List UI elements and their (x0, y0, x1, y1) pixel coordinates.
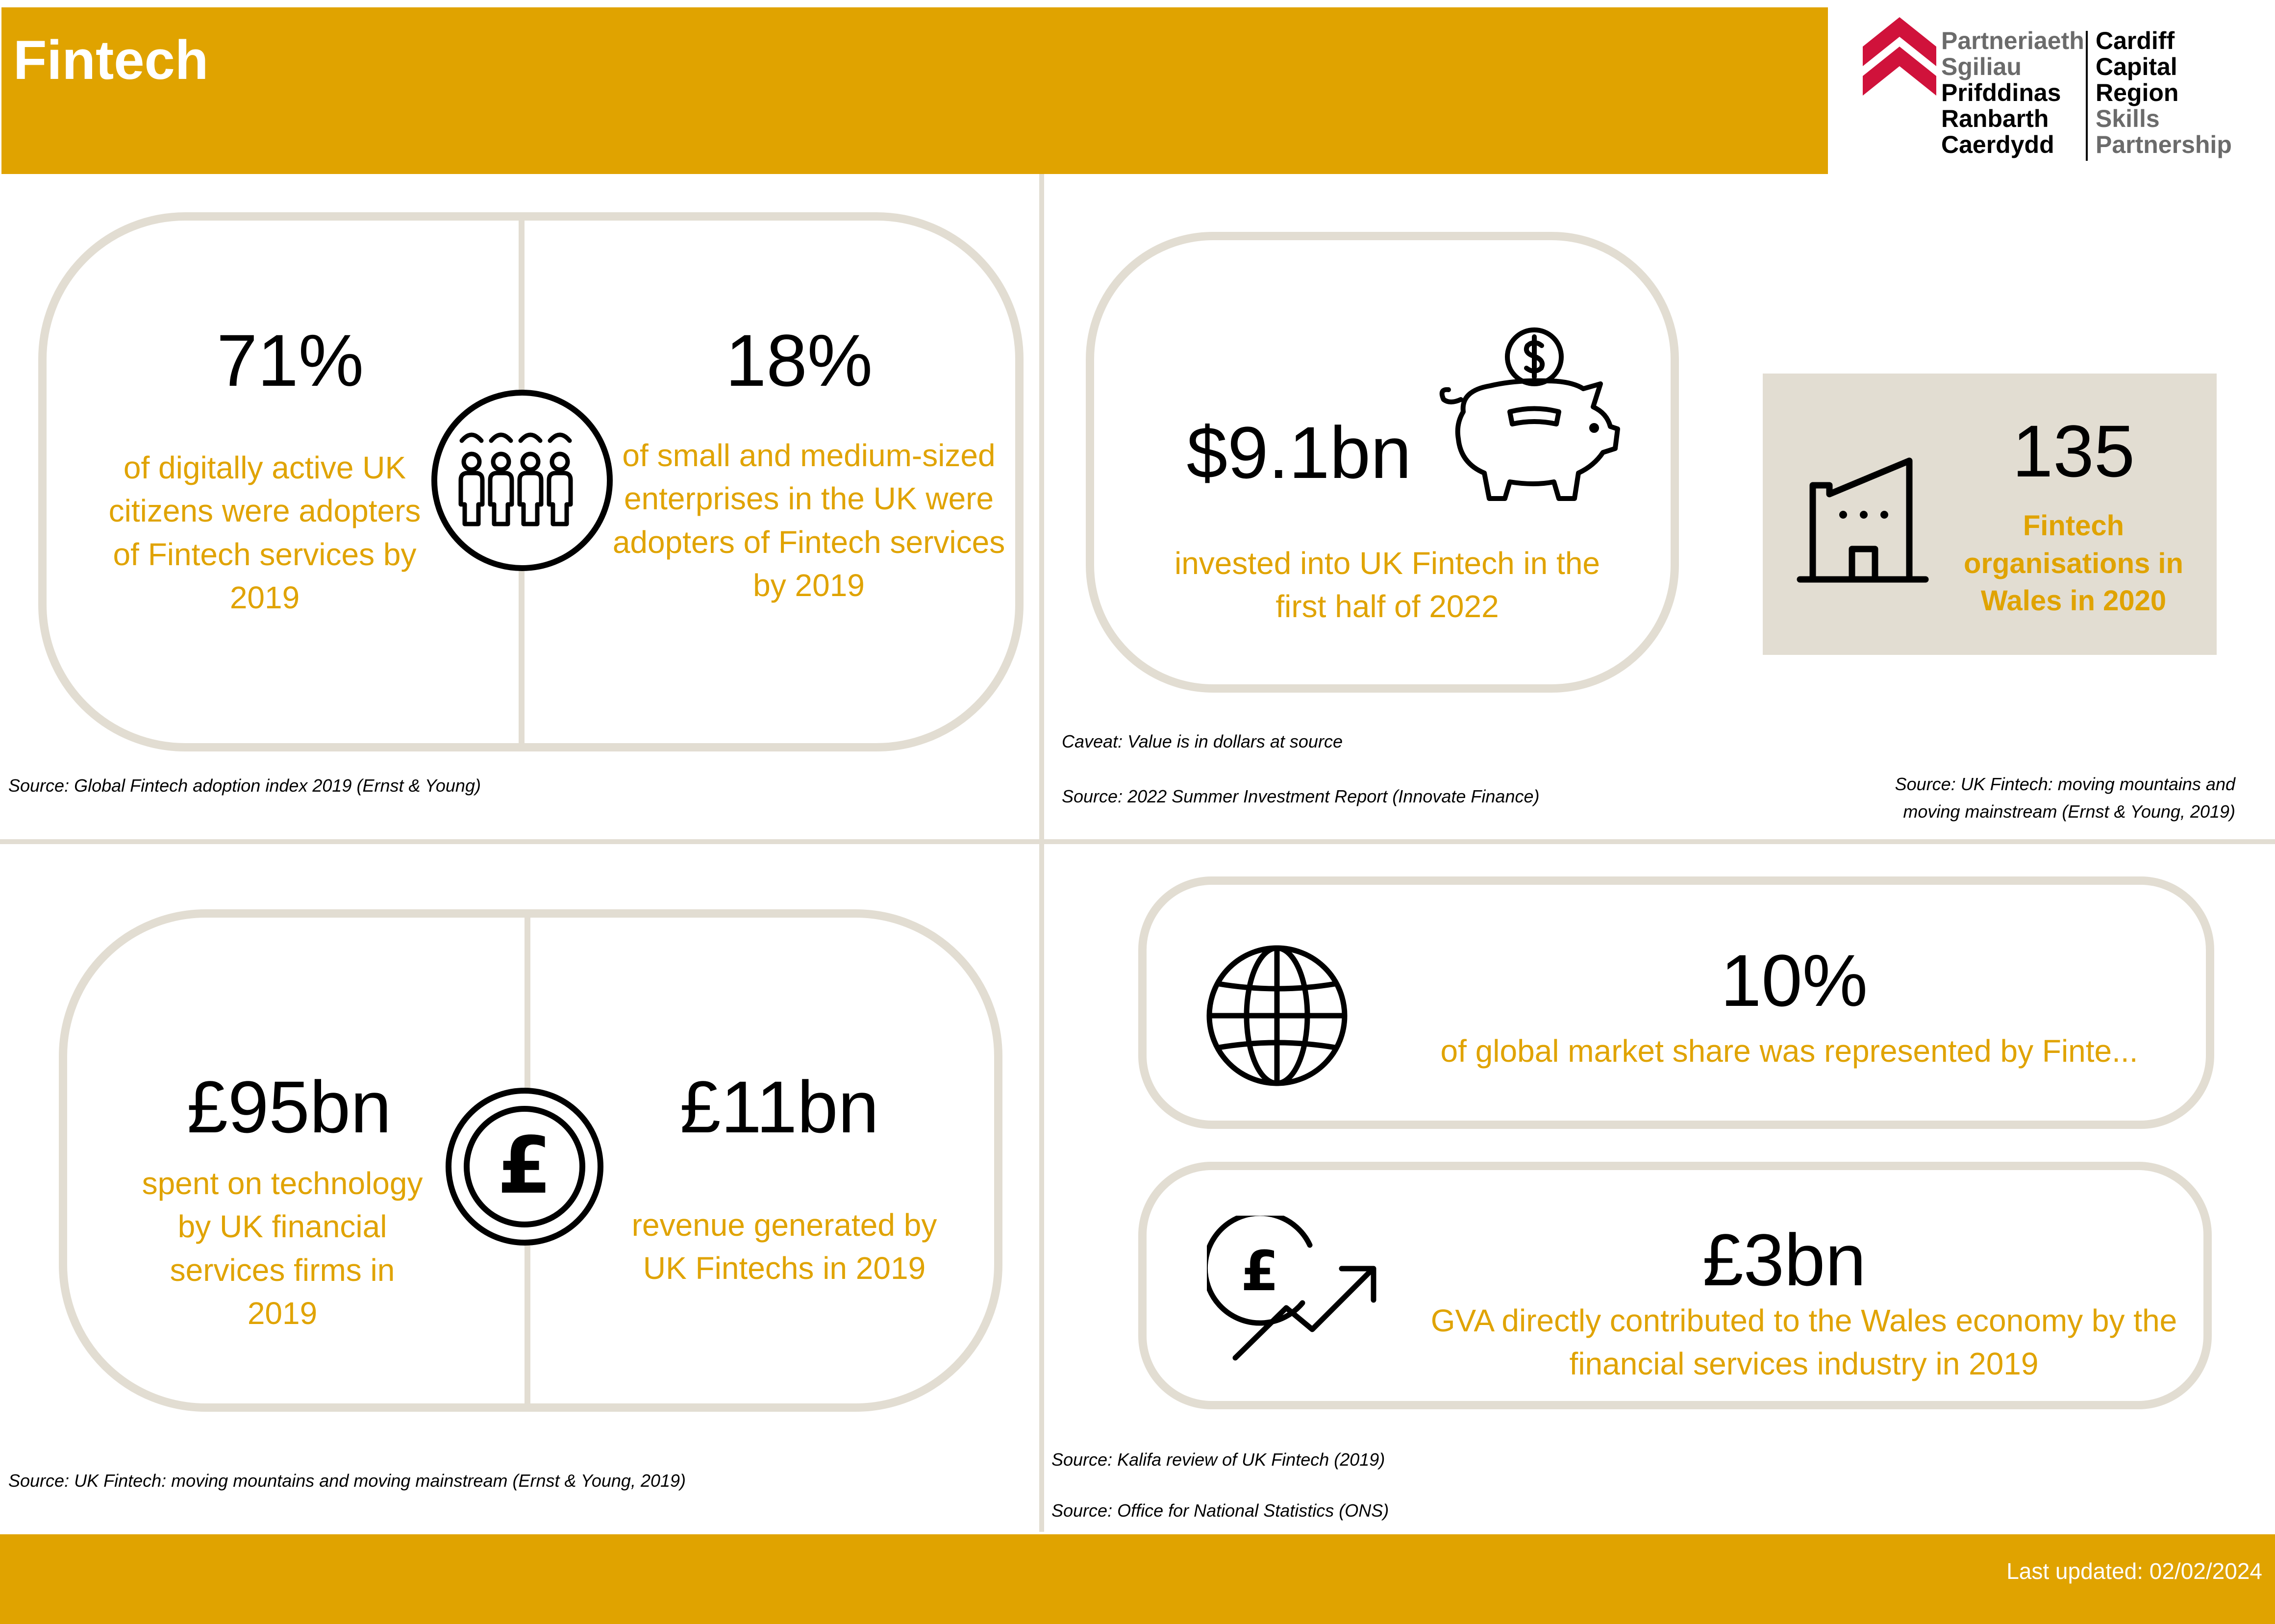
stat-71-value: 71% (216, 319, 364, 401)
footer-bar (0, 1534, 2275, 1624)
stat-95bn-desc: spent on technology by UK financial services firms in 2019 (142, 1166, 423, 1331)
stat-3bn-desc: GVA directly contributed to the Wales economy by the financial services industry in 2019 (1430, 1303, 2177, 1382)
stat-3bn-value: £3bn (1702, 1219, 1866, 1301)
logo-welsh-line-5: Caerdydd (1941, 131, 2054, 158)
page-title: Fintech (13, 29, 209, 91)
horizontal-divider (0, 839, 2275, 844)
people-group-icon (431, 390, 613, 571)
globe-icon (1205, 944, 1350, 1088)
stat-10-desc: of global market share was represented by Finte... (1440, 1033, 2138, 1069)
svg-text:£: £ (497, 1120, 552, 1211)
source-kalifa: Source: Kalifa review of UK Fintech (2019) (1051, 1449, 1385, 1470)
logo-english-line-5: Partnership (2096, 131, 2232, 158)
source-adoption: Source: Global Fintech adoption index 2019 (Ernst & Young) (8, 775, 481, 796)
stat-11bn-desc: revenue generated by UK Fintechs in 2019 (631, 1207, 937, 1286)
investment-caveat: Caveat: Value is in dollars at source (1062, 731, 1343, 751)
stat-71-desc: of digitally active UK citizens were adopters of Fintech services by 2019 (108, 450, 421, 615)
stat-10-value: 10% (1720, 939, 1868, 1022)
logo-welsh-line-4: Ranbarth (1941, 105, 2049, 132)
orgs-desc: Fintech organisations in Wales in 2020 (1964, 510, 2183, 617)
source-orgs: Source: UK Fintech: moving mountains and moving mainstream (Ernst & Young, 2019) (1895, 774, 2235, 822)
logo-english-line-2: Capital (2096, 53, 2177, 80)
header-bar (1, 7, 1828, 174)
last-updated: Last updated: 02/02/2024 (2006, 1558, 2262, 1584)
stat-95bn-value: £95bn (187, 1066, 392, 1148)
investment-value: $9.1bn (1186, 411, 1412, 494)
logo-divider (2086, 31, 2088, 161)
piggy-bank-dollar-icon (1436, 326, 1627, 517)
stat-18-value: 18% (725, 319, 873, 401)
logo-english-line-3: Region (2096, 79, 2179, 106)
logo-welsh-line-3: Prifddinas (1941, 79, 2061, 106)
source-ons: Source: Office for National Statistics (ONS) (1051, 1500, 1389, 1521)
stat-18-desc: of small and medium-sized enterprises in the UK were adopters of Fintech services by 2019 (612, 438, 1005, 603)
source-spending: Source: UK Fintech: moving mountains and moving mainstream (Ernst & Young, 2019) (8, 1471, 686, 1491)
logo-welsh-line-1: Partneriaeth (1941, 27, 2084, 54)
building-icon (1794, 451, 1931, 588)
logo-english-line-4: Skills (2096, 105, 2160, 132)
investment-desc: invested into UK Fintech in the first half of 2022 (1174, 546, 1600, 625)
logo-english-line-1: Cardiff (2096, 27, 2175, 54)
svg-text:£: £ (1241, 1240, 1279, 1303)
vertical-divider (1039, 174, 1044, 1532)
pound-growth-arrow-icon (1207, 1216, 1383, 1363)
stat-11bn-value: £11bn (680, 1066, 879, 1148)
pound-coin-icon (444, 1086, 605, 1248)
orgs-value: 135 (2012, 410, 2135, 492)
source-investment: Source: 2022 Summer Investment Report (Innovate Finance) (1062, 786, 1540, 806)
logo (1863, 12, 2265, 169)
logo-welsh-line-2: Sgiliau (1941, 53, 2022, 80)
logo-chevrons-icon (1863, 12, 1936, 110)
